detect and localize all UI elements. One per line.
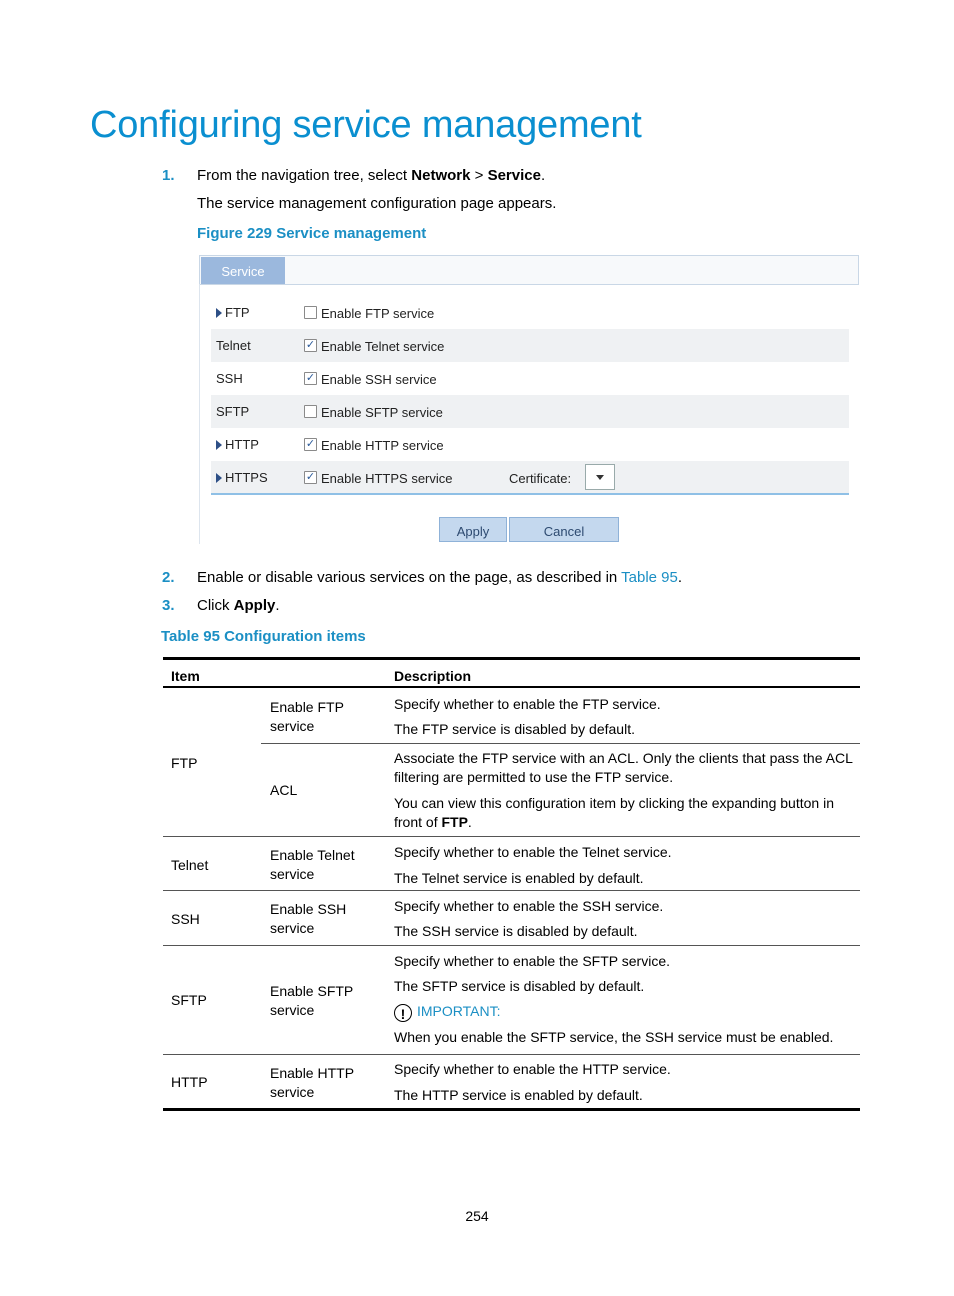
tab-service[interactable]: Service xyxy=(201,257,285,284)
desc-ssh: Specify whether to enable the SSH service. The SSH service is disabled by default. xyxy=(394,898,664,939)
desc-http: Specify whether to enable the HTTP service. The HTTP service is enabled by default. xyxy=(394,1061,671,1103)
page-title: Configuring service management xyxy=(90,104,642,146)
telnet-option-label: Enable Telnet service xyxy=(321,339,445,354)
desc-acl: Associate the FTP service with an ACL. Only the clients that pass the ACL filtering are permitted to use the FTP service. You can view this configuration item by clicking the expanding button in front of FTP. xyxy=(394,750,853,830)
step-number: 1. xyxy=(162,167,175,184)
row-sftp xyxy=(211,395,849,428)
desc-enable-ftp: Specify whether to enable the FTP service. The FTP service is disabled by default. xyxy=(394,696,661,737)
sub-enable-sftp: Enable SFTP service xyxy=(270,983,354,1018)
item-telnet: Telnet xyxy=(171,857,209,873)
ssh-label: SSH xyxy=(216,371,243,386)
important-note: When you enable the SFTP service, the SSH service must be enabled. xyxy=(394,1029,834,1045)
expand-arrow-icon xyxy=(216,308,222,318)
item-ssh: SSH xyxy=(171,911,200,927)
table-95-link[interactable]: Table 95 xyxy=(621,569,678,586)
item-http: HTTP xyxy=(171,1074,208,1090)
row-telnet xyxy=(211,329,849,362)
step-text: From the navigation tree, select Network > Service. xyxy=(197,167,546,184)
page-number: 254 xyxy=(465,1208,489,1224)
cancel-button[interactable]: Cancel xyxy=(509,517,619,542)
header-description: Description xyxy=(394,668,472,684)
http-checkbox[interactable]: ✓ xyxy=(305,438,316,450)
sftp-label: SFTP xyxy=(216,404,250,419)
figure-caption: Figure 229 Service management xyxy=(197,225,427,242)
row-http xyxy=(211,428,849,461)
row-ftp xyxy=(211,296,849,329)
ssh-checkbox[interactable]: ✓ xyxy=(305,372,316,384)
chevron-down-icon xyxy=(596,475,604,480)
important-label: IMPORTANT: xyxy=(417,1003,501,1019)
item-sftp: SFTP xyxy=(171,992,207,1008)
certificate-label: Certificate: xyxy=(509,471,572,486)
ssh-option-label: Enable SSH service xyxy=(321,372,437,387)
desc-sftp: Specify whether to enable the SFTP service. The SFTP service is disabled by default. ! IMPORTANT: When you enable the SFTP service, the SSH service must be enabled. xyxy=(394,953,834,1045)
sftp-option-label: Enable SFTP service xyxy=(321,405,443,420)
telnet-checkbox[interactable]: ✓ xyxy=(305,339,316,351)
important-icon: ! xyxy=(394,1004,412,1022)
telnet-label: Telnet xyxy=(216,338,251,353)
sub-enable-http: Enable HTTP service xyxy=(270,1065,355,1100)
ftp-label[interactable]: FTP xyxy=(216,296,250,329)
service-management-figure xyxy=(199,255,859,545)
http-option-label: Enable HTTP service xyxy=(321,438,444,453)
sub-enable-telnet: Enable Telnet service xyxy=(270,847,355,882)
ftp-option-label: Enable FTP service xyxy=(321,306,435,321)
desc-telnet: Specify whether to enable the Telnet service. The Telnet service is enabled by default. xyxy=(394,844,672,886)
sub-acl: ACL xyxy=(270,782,298,798)
https-label[interactable]: HTTPS xyxy=(216,461,268,494)
header-item: Item xyxy=(171,668,200,684)
table-caption: Table 95 Configuration items xyxy=(161,628,366,645)
item-ftp: FTP xyxy=(171,755,198,771)
ftp-checkbox[interactable] xyxy=(304,306,317,319)
sub-enable-ftp: Enable FTP service xyxy=(270,699,344,734)
apply-button[interactable]: Apply xyxy=(439,517,507,542)
https-option-label: Enable HTTPS service xyxy=(321,471,453,486)
expand-arrow-icon xyxy=(216,473,222,483)
row-https xyxy=(211,461,849,494)
certificate-select[interactable] xyxy=(585,464,615,490)
row-ssh xyxy=(211,362,849,395)
http-label[interactable]: HTTP xyxy=(216,428,259,461)
sftp-checkbox[interactable] xyxy=(304,405,317,418)
sub-enable-ssh: Enable SSH service xyxy=(270,901,347,936)
https-checkbox[interactable]: ✓ xyxy=(305,471,316,483)
tab-bar xyxy=(199,255,859,285)
expand-arrow-icon xyxy=(216,440,222,450)
